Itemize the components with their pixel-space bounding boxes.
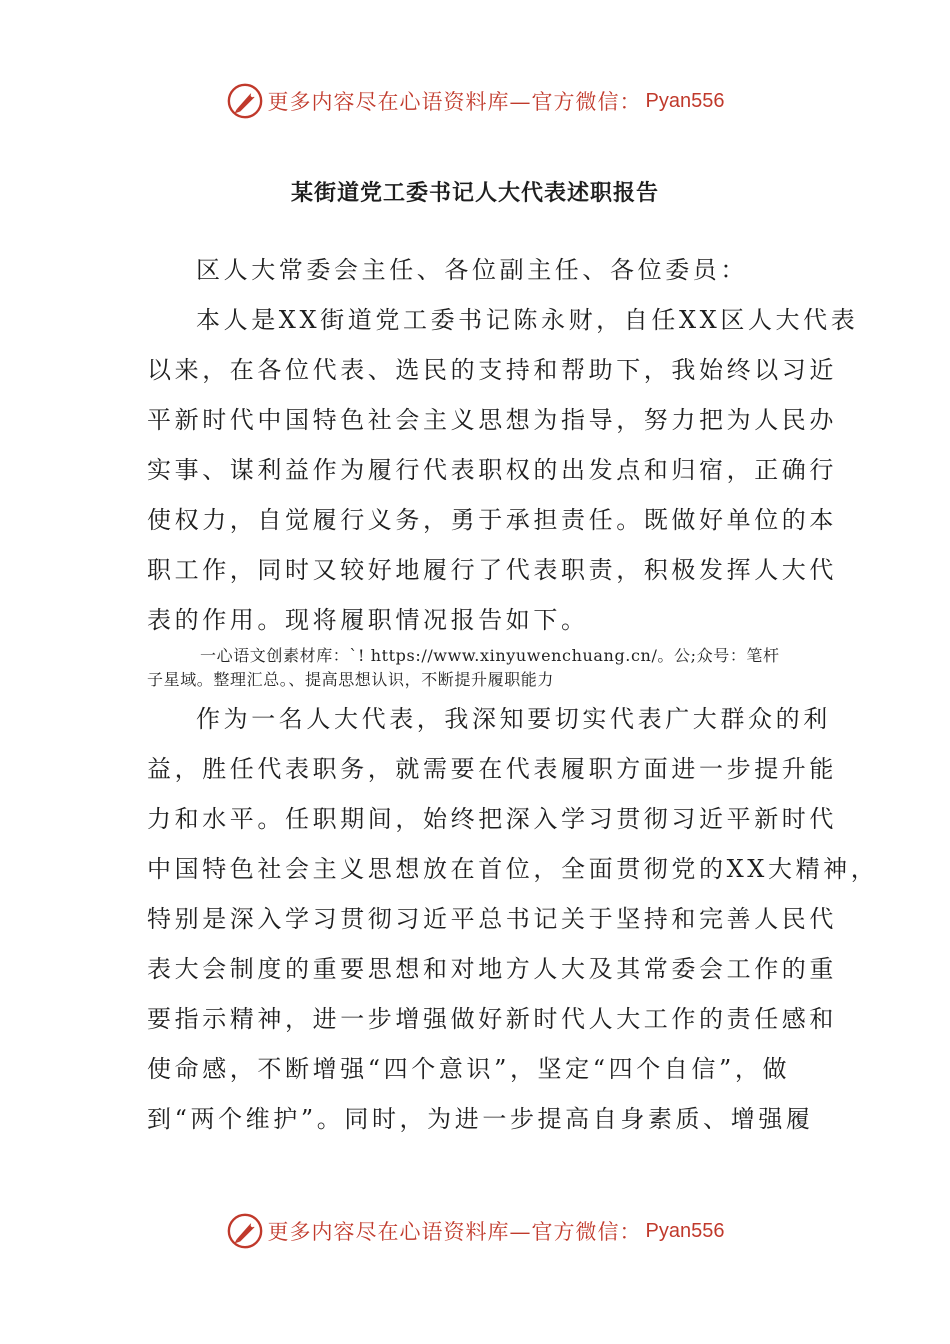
body-line: 要指示精神，进一步增强做好新时代人大工作的责任感和 (147, 1005, 837, 1033)
body-line: 作为一名人大代表，我深知要切实代表广大群众的利 (196, 705, 831, 733)
body-line: 力和水平。任职期间，始终把深入学习贯彻习近平新时代 (147, 805, 837, 833)
body-line: 表大会制度的重要思想和对地方人大及其常委会工作的重 (147, 955, 837, 983)
pen-nib-logo-icon (226, 1212, 264, 1250)
source-note-line: 子星域。整理汇总。、提高思想认识，不断提升履职能力 (147, 670, 555, 689)
pen-nib-logo-icon (226, 82, 264, 120)
body-line: 平新时代中国特色社会主义思想为指导，努力把为人民办 (147, 406, 837, 434)
body-line: 特别是深入学习贯彻习近平总书记关于坚持和完善人民代 (147, 905, 837, 933)
source-note-line: 一心语文创素材库：`! https://www.xinyuwenchuang.cn/。公;众号：笔杆 (200, 646, 780, 665)
body-line: 表的作用。现将履职情况报告如下。 (147, 606, 589, 634)
header-banner (0, 76, 950, 126)
body-line: 以来，在各位代表、选民的支持和帮助下，我始终以习近 (147, 356, 837, 384)
footer-banner (0, 1206, 950, 1256)
body-line: 使权力，自觉履行义务，勇于承担责任。既做好单位的本 (147, 506, 837, 534)
salutation-line: 区人大常委会主任、各位副主任、各位委员： (196, 256, 748, 284)
banner-text: 更多内容尽在心语资料库—官方微信： (267, 1220, 642, 1244)
body-line: 益，胜任代表职务，就需要在代表履职方面进一步提升能 (147, 755, 837, 783)
banner-account: Pyan556 (645, 89, 725, 112)
banner-text: 更多内容尽在心语资料库—官方微信： (267, 90, 642, 114)
body-line: 到“两个维护”。同时，为进一步提高自身素质、增强履 (147, 1105, 814, 1133)
page-title: 某街道党工委书记人大代表述职报告 (290, 180, 659, 206)
body-line: 职工作，同时又较好地履行了代表职责，积极发挥人大代 (147, 556, 837, 584)
banner-account: Pyan556 (645, 1219, 725, 1242)
body-line: 实事、谋利益作为履行代表职权的出发点和归宿，正确行 (147, 456, 837, 484)
body-line: 中国特色社会主义思想放在首位，全面贯彻党的XX大精神， (147, 855, 879, 883)
body-line: 本人是XX街道党工委书记陈永财，自任XX区人大代表 (196, 306, 859, 334)
body-line: 使命感，不断增强“四个意识”，坚定“四个自信”，做 (147, 1055, 791, 1083)
